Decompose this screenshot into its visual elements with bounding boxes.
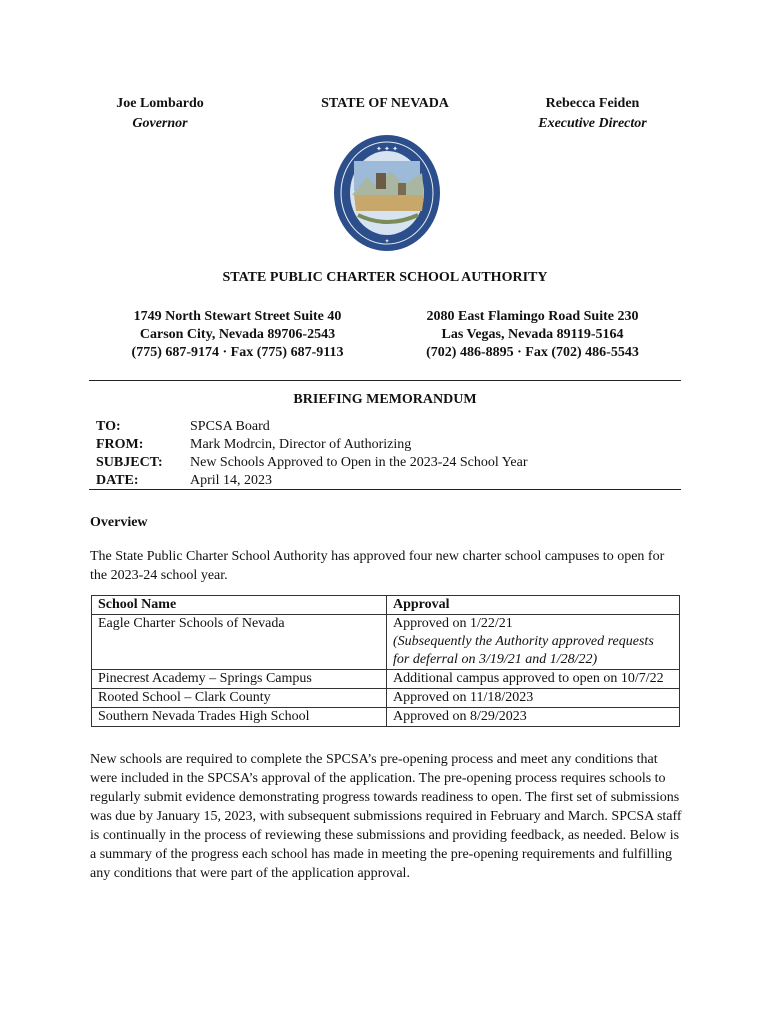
approval-cell: Approved on 11/18/2023 [387, 689, 680, 708]
address-line: Las Vegas, Nevada 89119-5164 [441, 327, 624, 342]
address-line: Carson City, Nevada 89706-2543 [139, 327, 336, 342]
address-line: (775) 687-9174 · Fax (775) 687-9113 [131, 345, 344, 360]
to-value: SPCSA Board [190, 419, 270, 434]
director-title: Executive Director [538, 116, 647, 131]
column-header-school-name: School Name [92, 596, 387, 615]
governor-name: Joe Lombardo [116, 96, 204, 111]
body-paragraph: New schools are required to complete the SPCSA’s pre-opening process and meet any conditions that were included in the SPCSA’s approval of the application. The pre-opening process requires schools to regularly submit evidence demonstrating progress towards readiness to open. The first set of submissions was due by January 15, 2023, with subsequent submissions required in February and March. SPCSA staff is continually in the process of reviewing these submissions and providing feedback, as needed. Below is a summary of the progress each school has made in meeting the pre-opening requirements and fulfilling any conditions that were part of the application approval. [90, 752, 682, 881]
table-row [92, 689, 680, 708]
state-name: STATE OF NEVADA [321, 96, 449, 111]
approval-cell [387, 615, 680, 670]
memo-header-fields [96, 418, 528, 490]
approval-cell: Approved on 8/29/2023 [387, 708, 680, 727]
to-label: TO: [96, 419, 121, 434]
address-line: 1749 North Stewart Street Suite 40 [133, 309, 342, 324]
date-value: April 14, 2023 [190, 473, 273, 488]
school-name-cell: Rooted School – Clark County [92, 689, 387, 708]
address-line: 2080 East Flamingo Road Suite 230 [426, 309, 639, 324]
from-label: FROM: [96, 437, 144, 452]
divider [89, 380, 681, 381]
from-value: Mark Modrcin, Director of Authorizing [190, 437, 412, 452]
table-row [92, 670, 680, 689]
memo-title: BRIEFING MEMORANDUM [293, 392, 477, 407]
las-vegas-address [395, 308, 670, 362]
governor-title: Governor [132, 116, 188, 131]
overview-heading: Overview [90, 515, 148, 530]
column-header-approval: Approval [387, 596, 680, 615]
svg-text:✦ ✦ ✦: ✦ ✦ ✦ [375, 145, 399, 153]
date-label: DATE: [96, 473, 139, 488]
authority-title: STATE PUBLIC CHARTER SCHOOL AUTHORITY [222, 270, 548, 285]
address-line: (702) 486-8895 · Fax (702) 486-5543 [426, 345, 639, 360]
approval-note: (Subsequently the Authority approved requests for deferral on 3/19/21 and 1/28/22) [393, 634, 654, 667]
subject-value: New Schools Approved to Open in the 2023-24 School Year [190, 455, 528, 470]
director-name: Rebecca Feiden [545, 96, 640, 111]
table-row [92, 708, 680, 727]
nevada-state-seal-icon [332, 133, 442, 253]
carson-city-address [100, 308, 375, 362]
table-header-row [92, 596, 680, 615]
approval-cell: Additional campus approved to open on 10/7/22 [387, 670, 680, 689]
school-name-cell: Southern Nevada Trades High School [92, 708, 387, 727]
svg-text:✦: ✦ [384, 238, 390, 245]
subject-label: SUBJECT: [96, 455, 163, 470]
divider [89, 489, 681, 490]
director-block [510, 94, 675, 134]
school-name-cell: Pinecrest Academy – Springs Campus [92, 670, 387, 689]
approval-text: Approved on 1/22/21 [393, 616, 513, 631]
governor-block [95, 94, 225, 134]
schools-table [91, 595, 680, 727]
intro-paragraph: The State Public Charter School Authority has approved four new charter school campuses to open for the 2023-24 school year. [90, 549, 665, 583]
school-name-cell: Eagle Charter Schools of Nevada [92, 615, 387, 670]
table-row [92, 615, 680, 670]
